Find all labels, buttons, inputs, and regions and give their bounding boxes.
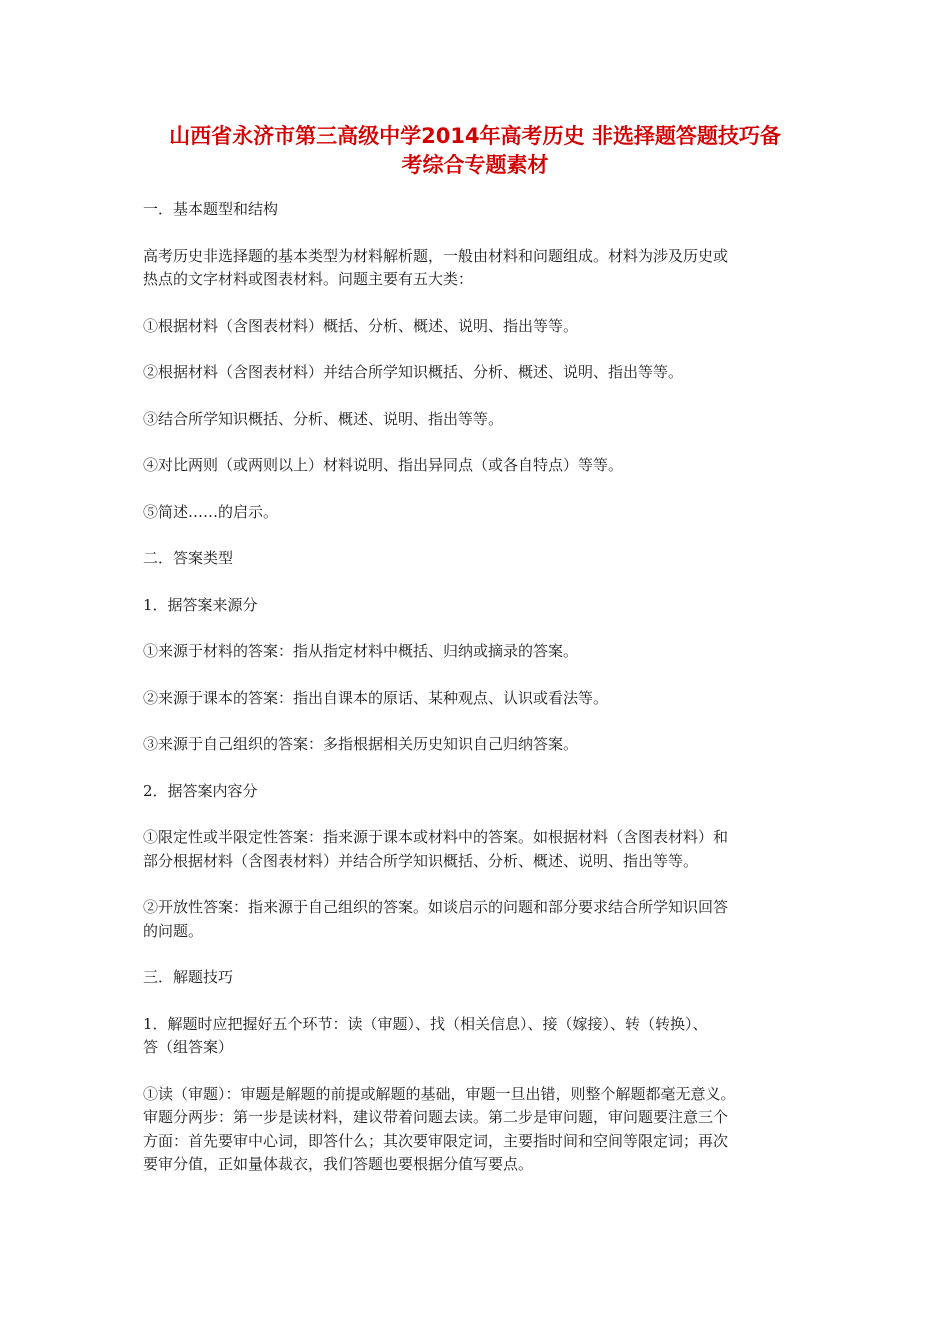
section-heading-2: 二．答案类型 <box>143 549 234 567</box>
list-item-4: ④对比两则（或两则以上）材料说明、指出异同点（或各自特点）等等。 <box>143 456 624 474</box>
document-title <box>120 122 830 180</box>
document-body <box>143 198 808 1177</box>
answer-source-item-1: ①来源于材料的答案：指从指定材料中概括、归纳或摘录的答案。 <box>143 642 579 660</box>
list-item-3: ③结合所学知识概括、分析、概述、说明、指出等等。 <box>143 409 504 428</box>
technique-read-paragraph: ①读（审题）：审题是解题的前提或解题的基础，审题一旦出错，则整个解题都毫无意义。 审题分两步：第一步是读材料，建议带着问题去读。第二步是审问题，审问题要注意三个 方面：首先要审中心词，即答什么；其次要审限定词，主要指时间和空间等限定词；再次 要审分值，正如量体裁衣，我们答题也要根据分值写要点。 <box>143 1084 736 1173</box>
section-heading-1: 一．基本题型和结构 <box>143 200 279 218</box>
section-heading-3: 三．解题技巧 <box>143 968 234 986</box>
list-item-1: ①根据材料（含图表材料）概括、分析、概述、说明、指出等等。 <box>143 316 579 335</box>
answer-source-item-2: ②来源于课本的答案：指出自课本的原话、某种观点、认识或看法等。 <box>143 688 609 707</box>
paragraph-intro: 高考历史非选择题的基本类型为材料解析题，一般由材料和问题组成。材料为涉及历史或 热点的文字材料或图表材料。问题主要有五大类： <box>143 246 729 288</box>
technique-item-1: 1．解题时应把握好五个环节：读（审题）、找（相关信息）、接（嫁接）、转（转换）、 答（组答案） <box>143 1014 708 1056</box>
title-line-2: 考综合专题素材 <box>401 153 549 177</box>
answer-content-item-1: ①限定性或半限定性答案：指来源于课本或材料中的答案。如根据材料（含图表材料）和 部分根据材料（含图表材料）并结合所学知识概括、分析、概述、说明、指出等等。 <box>143 828 729 870</box>
title-line-1: 山西省永济市第三高级中学2014年高考历史 非选择题答题技巧备 <box>169 124 781 148</box>
answer-source-item-3: ③来源于自己组织的答案：多指根据相关历史知识自己归纳答案。 <box>143 735 579 753</box>
list-item-2: ②根据材料（含图表材料）并结合所学知识概括、分析、概述、说明、指出等等。 <box>143 363 684 381</box>
subsection-heading-2-2: 2．据答案内容分 <box>143 781 258 800</box>
subsection-heading-2-1: 1．据答案来源分 <box>143 595 258 614</box>
list-item-5: ⑤简述……的启示。 <box>143 502 279 521</box>
answer-content-item-2: ②开放性答案：指来源于自己组织的答案。如谈启示的问题和部分要求结合所学知识回答 的问题。 <box>143 898 729 940</box>
